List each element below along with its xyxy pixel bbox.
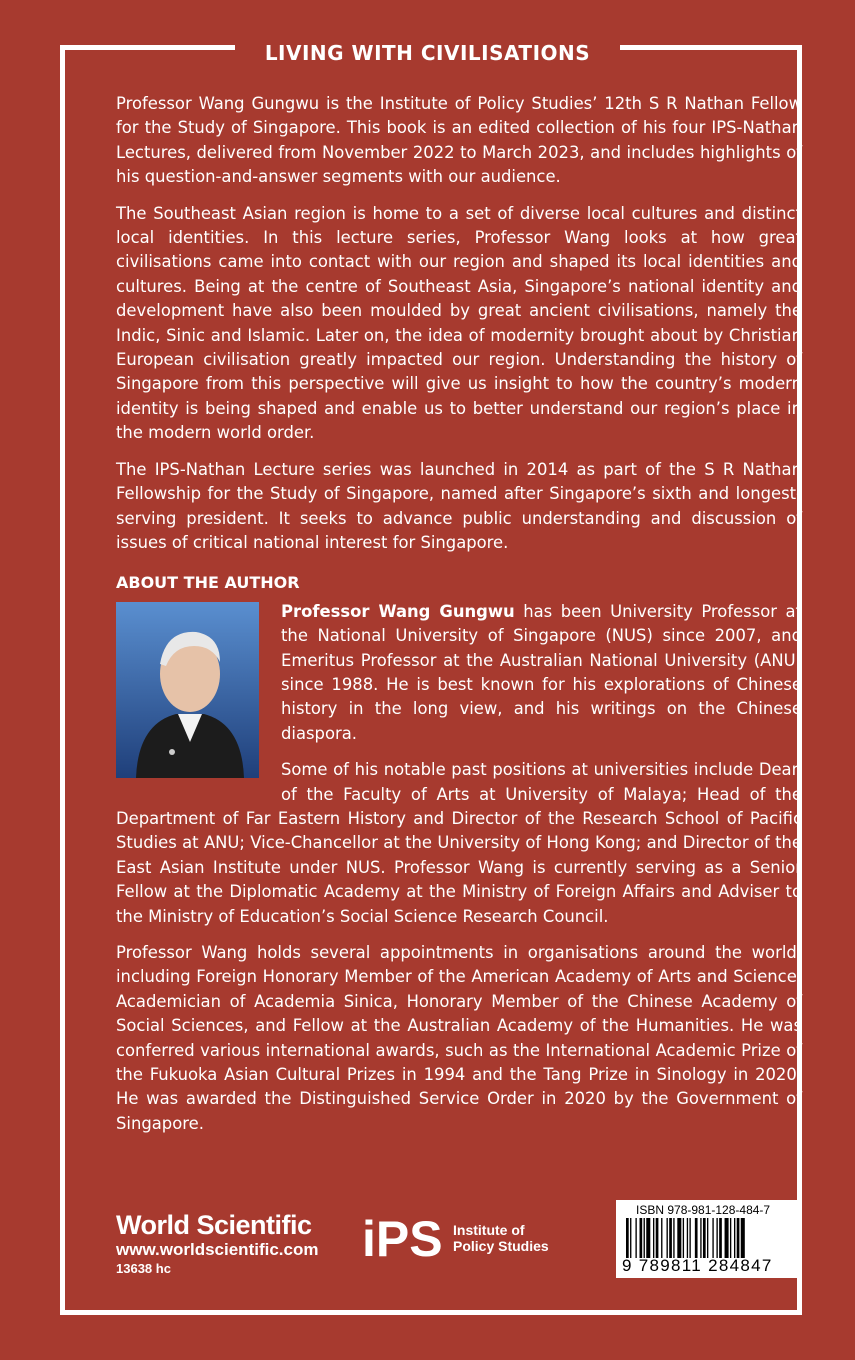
product-code: 13638 hc [116,1261,171,1276]
barcode-bar [683,1218,684,1258]
ips-name [453,1222,549,1254]
publisher-name: World Scientific [116,1210,312,1240]
barcode-bar [635,1218,636,1258]
back-cover-text [116,92,802,1148]
barcode-bar [716,1218,717,1258]
ips-logo-text: iPS [362,1212,443,1264]
barcode-bar [689,1218,690,1258]
isbn-label: ISBN 978-981-128-484-7 [636,1203,771,1217]
barcode-bar [667,1218,668,1258]
ips-name-line-1: Institute of [453,1222,525,1238]
barcode-bars [624,1218,794,1258]
barcode-bar [700,1218,701,1258]
barcode-bar [741,1218,745,1258]
author-bio-2: Some of his notable past positions at universities include Dean of the Faculty of Arts at University of Malaya; Head of the Department of Far Eastern History and Director of the Research School of Pacific Studies at ANU; Vice-Chancellor at the University of Hong Kong; and Director of the East Asian Institute under NUS. Professor Wang is currently serving as a Senior Fellow at the Diplomatic Academy at the Ministry of Foreign Affairs and Adviser to the Ministry of Education’s Social Science Research Council. [116,760,802,926]
ips-logo-group [362,1212,572,1264]
publisher-url: www.worldscientific.com [116,1240,319,1259]
barcode-bar [730,1218,731,1258]
ips-logo-icon [362,1212,448,1264]
barcode-bar [695,1218,698,1258]
barcode-bar [640,1218,643,1258]
barcode-bar [737,1218,740,1258]
barcode-bar [703,1218,706,1258]
about-author-heading: ABOUT THE AUTHOR [116,573,300,593]
author-block [116,600,802,929]
barcode-bar [656,1218,659,1258]
barcode-bar [653,1218,654,1258]
barcode-bar [725,1218,729,1258]
author-portrait-image [116,602,259,778]
barcode-bar [673,1218,674,1258]
book-title: LIVING WITH CIVILISATIONS [235,38,620,68]
barcode-bar [734,1218,735,1258]
blurb-paragraph-3: The IPS-Nathan Lecture series was launched in 2014 as part of the S R Nathan Fellowship for the Study of Singapore, named after Singapore’s sixth and longest-serving president. It seeks to advance public understanding and discussion of issues of critical national interest for Singapore. [116,459,802,552]
barcode-bar [669,1218,672,1258]
author-bio-3: Professor Wang holds several appointments in organisations around the world, including Foreign Honorary Member of the American Academy of Arts and Science, Academician of Academia Sinica, Honorary Member of the Chinese Academy of Social Sciences, and Fellow at the Australian Academy of the Humanities. He was conferred various international awards, such as the International Academic Prize of the Fukuoka Asian Cultural Prizes in 1994 and the Tang Prize in Sinology in 2020. He was awarded the Distinguished Service Order in 2020 by the Government of Singapore. [116,943,802,1133]
barcode-bar [630,1218,631,1258]
barcode-bar [626,1218,629,1258]
isbn-barcode [616,1200,802,1278]
barcode-bar [644,1218,645,1258]
author-name: Professor Wang Gungwu [281,601,515,621]
title-banner [0,38,855,68]
barcode-bar [719,1218,722,1258]
barcode-bar [687,1218,688,1258]
blurb-paragraph-2: The Southeast Asian region is home to a set of diverse local cultures and distinct local identities. In this lecture series, Professor Wang looks at how great civilisations came into contact with our region and shaped its local identities and cultures. Being at the centre of Southeast Asia, Singapore’s national identity and development have also been moulded by great ancient civilisations, namely the Indic, Sinic and Islamic. Later on, the idea of modernity brought about by Christian European civilisation greatly impacted our region. Understanding the history of Singapore from this perspective will give us insight to how the country’s modern identity is being shaped and enable us to better understand our region’s place in the modern world order. [116,203,802,443]
barcode-bar [677,1218,681,1258]
ips-name-line-2: Policy Studies [453,1238,549,1254]
author-bio-1-text: has been University Professor at the National University of Singapore (NUS) since 2007, and Emeritus Professor at the Australian National University (ANU) since 1988. He is best known for his explorations of Chinese history in the long view, and his writings on the Chinese diaspora. [281,601,802,743]
footer [116,1203,802,1290]
barcode-bar [646,1218,650,1258]
barcode-bar [712,1218,713,1258]
barcode-bar [661,1218,662,1258]
barcode-digits: 9 789811 284847 [622,1256,773,1275]
blurb-paragraph-1: Professor Wang Gungwu is the Institute of Policy Studies’ 12th S R Nathan Fellow for the Study of Singapore. This book is an edited collection of his four IPS-Nathan Lectures, delivered from November 2022 to March 2023, and includes highlights of his question-and-answer segments with our audience. [116,94,802,187]
barcode-bar [707,1218,708,1258]
author-photo [116,602,259,778]
